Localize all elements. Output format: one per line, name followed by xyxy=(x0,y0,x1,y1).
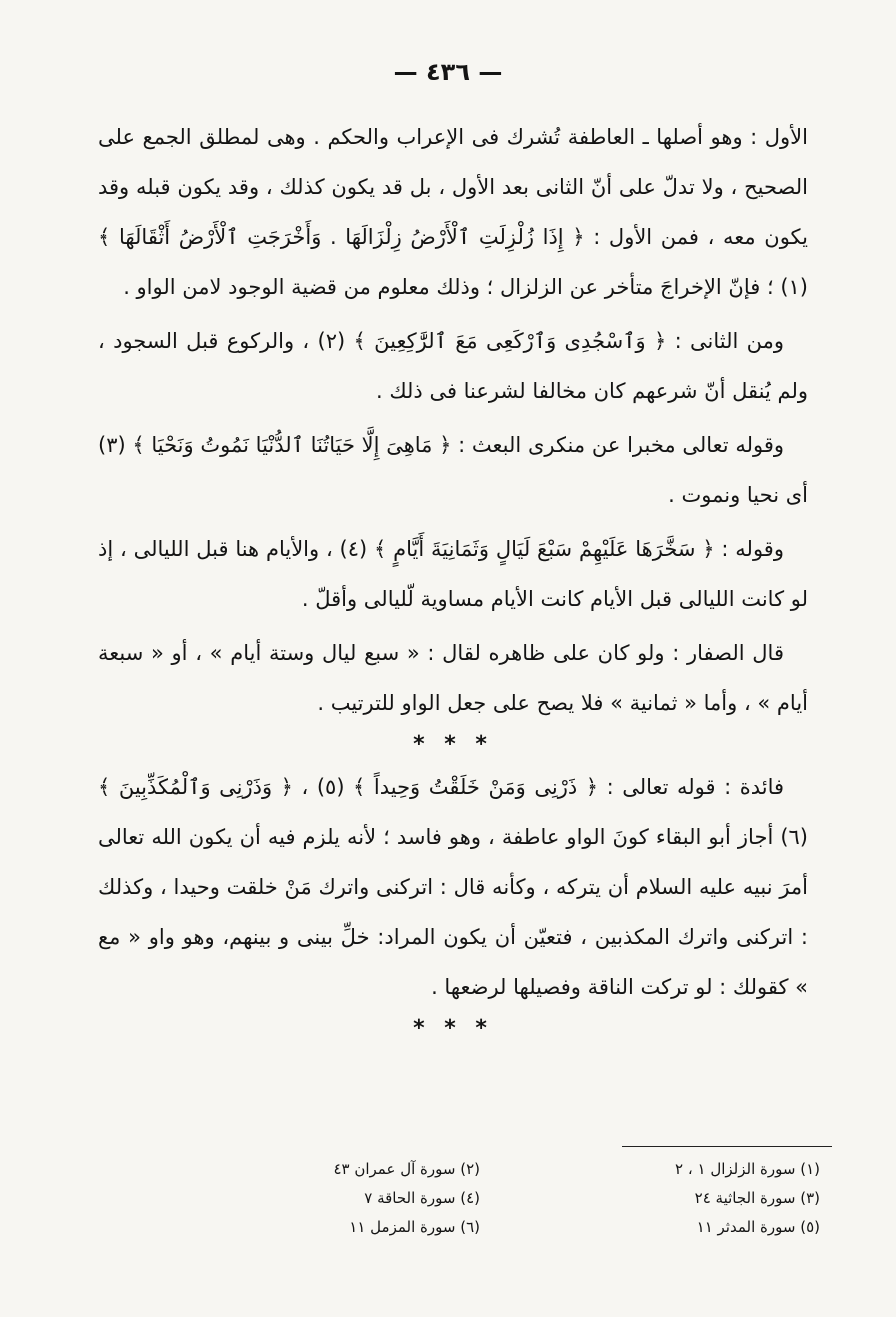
footnotes-left-column xyxy=(220,1155,480,1242)
footnote-2: (٢) سورة آل عمران ٤٣ xyxy=(333,1160,480,1178)
paragraph-first-meaning: الأول : وهو أصلها ـ العاطفة تُشرك فى الإعراب والحكم . وهى لمطلق الجمع على الصحيح ، ولا تدلّ على أنّ الثانى بعد الأول ، بل قد يكون كذلك ، وقد يكون قبله وقد يكون معه ، فمن الأول : ﴿ إِذَا زُلْزِلَتِ ٱلْأَرْضُ زِلْزَالَهَا . وَأَخْرَجَتِ ٱلْأَرْضُ أَثْقَالَهَا ﴾ (١) ؛ فإنّ الإخراجَ متأخر عن الزلزال ؛ وذلك معلوم من قضية الوجود لامن الواو . xyxy=(98,125,808,299)
footnote-divider xyxy=(622,1146,832,1147)
paragraph-benefit: فائدة : قوله تعالى : ﴿ ذَرْنِى وَمَنْ خَلَقْتُ وَحِيداً ﴾ (٥) ، ﴿ وَذَرْنِى وَٱلْمُكَذِّبِينَ ﴾ (٦) أجاز أبو البقاء كونَ الواو عاطفة ، وهو فاسد ؛ لأنه يلزم فيه أن يكون الله تعالى أمرَ نبيه عليه السلام أن يتركه ، وكأنه قال : اتركنى واترك مَنْ خلقت وحيدا ، وكذلك : اتركنى واترك المكذبين ، فتعيّن أن يكون المراد: خلِّ بينى و بينهم، وهو واو « مع » كقولك : لو تركت الناقة وفصيلها لرضعها . xyxy=(98,775,808,999)
paragraph-nights-days: وقوله : ﴿ سَخَّرَهَا عَلَيْهِمْ سَبْعَ لَيَالٍ وَثَمَانِيَةَ أَيَّامٍ ﴾ (٤) ، والأيام هنا قبل الليالى ، إذ لو كانت الليالى قبل الأيام كانت الأيام مساوية لّليالى وأقلّ . xyxy=(98,537,808,611)
paragraph-second-example: ومن الثانى : ﴿ وَٱسْجُدِى وَٱرْكَعِى مَعَ ٱلرَّٰكِعِينَ ﴾ (٢) ، والركوع قبل السجود ، ولم يُنقل أنّ شرعهم كان مخالفا لشرعنا فى ذلك . xyxy=(98,329,808,403)
section-separator: * * * xyxy=(413,732,493,757)
page-number: — ٤٣٦ — xyxy=(393,58,503,86)
body-text xyxy=(98,112,808,1046)
paragraph-resurrection-deniers: وقوله تعالى مخبرا عن منكرى البعث : ﴿ مَاهِىَ إِلَّا حَيَاتُنَا ٱلدُّنْيَا نَمُوتُ وَنَحْيَا ﴾ (٣) أى نحيا ونموت . xyxy=(98,433,808,507)
footnote-4: (٤) سورة الحاقة ٧ xyxy=(364,1189,480,1207)
footnote-3: (٣) سورة الجاثية ٢٤ xyxy=(694,1189,820,1207)
footnote-1: (١) سورة الزلزال ١ ، ٢ xyxy=(675,1160,820,1178)
footnote-5: (٥) سورة المدثر ١١ xyxy=(696,1218,820,1236)
footnotes-right-column xyxy=(560,1155,820,1242)
footnote-6: (٦) سورة المزمل ١١ xyxy=(349,1218,480,1236)
paragraph-saffar: قال الصفار : ولو كان على ظاهره لقال : « سبع ليال وستة أيام » ، أو « سبعة أيام » ، وأما « ثمانية » فلا يصح على جعل الواو للترتيب . xyxy=(98,641,808,715)
section-separator-end: * * * xyxy=(413,1016,493,1041)
